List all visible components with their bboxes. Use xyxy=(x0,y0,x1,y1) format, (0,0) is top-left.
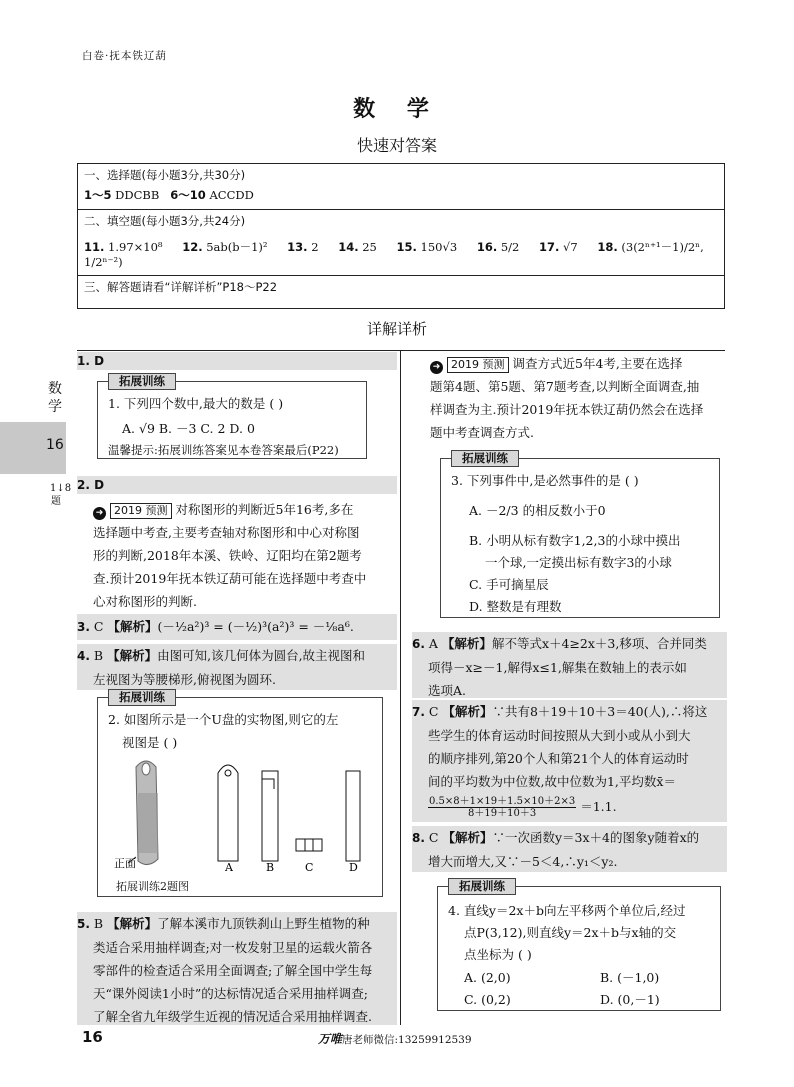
prediction-block-1: ➜ 2019 预测 对称图形的判断近5年16考,多在 选择题中考查,主要考查轴对称图形和中心对称图 形的判断,2018年本溪、铁岭、辽阳均在第2题考 查.预计2019年抚本铁辽葫可能在选择题中考查中 心对称图形的判断. xyxy=(93,502,367,609)
fill-heading: 二、填空题(每小题3分,共24分) xyxy=(84,214,246,228)
extension-label: 拓展训练 xyxy=(448,878,516,895)
option-b-shape xyxy=(262,771,278,861)
ex4-question-line3: 点坐标为 ( ) xyxy=(464,947,532,962)
prediction-badge: 2019 预测 xyxy=(447,357,509,373)
answer-q6: 6. A 【解析】解不等式x＋4≥2x＋3,移项、合并同类 项得－x≥－1,解得x≤1,解集在数轴上的表示如 选项A. xyxy=(412,632,727,698)
figure-caption: 拓展训练2题图 xyxy=(116,880,189,893)
ex4-option-b: B. (－1,0) xyxy=(600,970,660,985)
ex4-question-line2: 点P(3,12),则直线y＝2x＋b与x轴的交 xyxy=(464,925,677,940)
section-title: 详解详析 xyxy=(366,320,427,338)
quick-answer-table xyxy=(77,163,725,309)
answer-q3: 3. C 【解析】(－½a²)³ = (－½)³(a²)³ = －⅛a⁶. xyxy=(77,614,397,640)
answer-q7: 7. C 【解析】∵共有8＋19＋10＋3＝40(人),∴将这 些学生的体育运动时间按照从大到小或从小到大 的顺序排列,第20个人和第21个人的体育运动时 间的平均数为中位数,故中位数为1,平均数x̄＝ $\frac{0.5\times 8+1\times 19+1.5\times 10+2\times 3}{8+19+10+3}$ ＝1.1. xyxy=(412,700,727,822)
ex1-options: A. √9 B. －3 C. 2 D. 0 xyxy=(122,421,255,436)
ex3-option-b: B. 小明从标有数字1,2,3的小球中摸出 xyxy=(469,533,681,548)
option-a-label: A xyxy=(225,861,233,873)
side-page-number: 16 xyxy=(46,437,64,453)
usb-drive-image xyxy=(128,761,158,865)
option-a-shape xyxy=(218,765,238,861)
extension-label: 拓展训练 xyxy=(451,450,519,467)
answer-q5: 5. B 【解析】了解本溪市九顶铁刹山上野生植物的种 类适合采用抽样调查;对一枚发射卫星的运载火箭各 零部件的检查适合采用全面调查;了解全国中学生每 天“课外阅读1小时”的达标情况适合采用抽样调查; 了解全省九年级学生近视的情况适合采用抽样调查. xyxy=(77,912,397,1025)
ex3-option-a: A. －2/3 的相反数小于0 xyxy=(469,503,606,518)
fill-item: 11. 1.97×10⁸ xyxy=(84,240,163,254)
solve-row xyxy=(78,276,724,307)
ex1-question: 1. 下列四个数中,最大的数是 ( ) xyxy=(108,396,284,411)
mean-fraction: $\frac{0.5\times 8+1\times 19+1.5\times 10+2\times 3}{8+19+10+3}$ ＝1.1. xyxy=(429,796,617,819)
option-b-label: B xyxy=(266,861,275,873)
fill-answers xyxy=(84,239,718,269)
arrow-right-icon: ➜ xyxy=(430,361,443,374)
side-subject: 数学 xyxy=(48,381,62,415)
column-top-rule xyxy=(77,350,725,351)
fill-item: 15. 150√3 xyxy=(396,240,458,254)
choice-row xyxy=(78,164,724,210)
ex3-option-b-line2: 一个球,一定摸出标有数字3的小球 xyxy=(485,555,672,570)
option-d-shape xyxy=(346,771,360,861)
option-d-label: D xyxy=(349,861,358,873)
page-subtitle: 快速对答案 xyxy=(356,136,437,155)
fill-item: 16. 5/2 xyxy=(476,240,520,254)
prediction-badge: 2019 预测 xyxy=(110,503,172,519)
extension-label: 拓展训练 xyxy=(108,373,176,390)
brand-logo: 万唯 xyxy=(318,1032,343,1046)
front-label: 正面 xyxy=(114,857,136,870)
ex1-tip: 温馨提示:拓展训练答案见本卷答案最后(P22) xyxy=(108,443,339,457)
option-c-shape xyxy=(296,839,322,851)
ex3-option-d: D. 整数是有理数 xyxy=(469,599,562,614)
answer-q1: 1. D xyxy=(77,352,397,370)
extension-box-4 xyxy=(437,879,721,1011)
arrow-right-icon: ➜ xyxy=(93,507,106,520)
option-c-label: C xyxy=(305,861,314,873)
page-title: 数 学 xyxy=(353,97,441,122)
solve-note: 三、解答题请看“详解详析”P18～P22 xyxy=(84,280,278,294)
answer-q2: 2. D xyxy=(77,476,397,494)
fill-item: 13. 2 xyxy=(287,240,319,254)
ex4-question: 4. 直线y＝2x＋b向左平移两个单位后,经过 xyxy=(448,903,686,918)
ex3-question: 3. 下列事件中,是必然事件的是 ( ) xyxy=(451,473,639,488)
choice-heading: 一、选择题(每小题3分,共30分) xyxy=(84,168,246,182)
choice-answer-a: DDCBB xyxy=(115,188,160,202)
extension-box-3 xyxy=(440,451,720,618)
ex4-option-d: D. (0,－1) xyxy=(600,992,660,1007)
header-text: 白卷·抚本铁辽葫 xyxy=(82,50,167,62)
fill-item: 17. √7 xyxy=(539,240,578,254)
column-divider xyxy=(400,350,401,1025)
ex2-question: 2. 如图所示是一个U盘的实物图,则它的左 xyxy=(108,712,339,727)
side-page-tab xyxy=(0,422,66,474)
usb-figure xyxy=(98,753,382,873)
fill-item: 12. 5ab(b－1)² xyxy=(182,240,268,254)
ex4-option-c: C. (0,2) xyxy=(464,992,511,1007)
footer-page-number: 16 xyxy=(82,1028,103,1046)
footer-contact: 万唯唐老师微信:13259912539 xyxy=(318,1032,472,1046)
choice-range-b: 6～10 xyxy=(170,188,206,202)
ex2-question-line2: 视图是 ( ) xyxy=(122,735,178,750)
ex4-option-a: A. (2,0) xyxy=(464,970,511,985)
fill-item: 14. 25 xyxy=(338,240,377,254)
extension-box-1 xyxy=(97,374,367,459)
choice-range-a: 1～5 xyxy=(84,188,112,202)
fill-row xyxy=(78,210,724,276)
prediction-block-2: ➜ 2019 预测 调查方式近5年4考,主要在选择 题第4题、第5题、第7题考查,以判断全面调查,抽 样调查为主.预计2019年抚本铁辽葫仍然会在选择 题中考查调查方式. xyxy=(430,356,704,440)
choice-answer-b: ACCDD xyxy=(209,188,254,202)
ex3-option-c: C. 手可摘星辰 xyxy=(469,577,549,592)
choice-answers xyxy=(84,187,718,203)
extension-box-2 xyxy=(97,690,383,897)
fill-item: 18. (3(2ⁿ⁺¹－1)/2ⁿ, 1/2ⁿ⁻²) xyxy=(84,240,704,269)
side-question-range: 1↓8题 xyxy=(50,483,72,507)
extension-label: 拓展训练 xyxy=(108,689,176,706)
answer-q8: 8. C 【解析】∵一次函数y＝3x＋4的图象y随着x的 增大而增大,又∵－5＜4,∴y₁＜y₂. xyxy=(412,826,727,872)
answer-q4: 4. B 【解析】由图可知,该几何体为圆台,故主视图和 左视图为等腰梯形,俯视图为圆环. xyxy=(77,644,397,690)
